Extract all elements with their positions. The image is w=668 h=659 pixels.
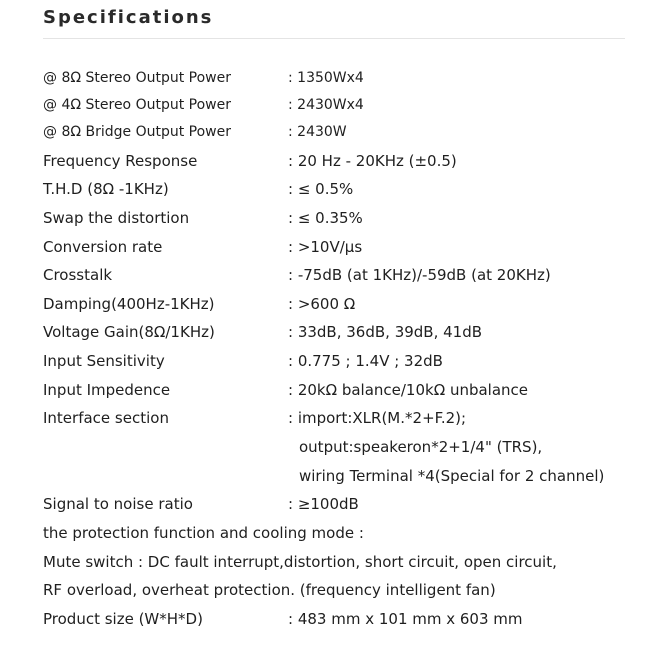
spec-value: : import:XLR(M.*2+F.2); bbox=[288, 409, 467, 427]
spec-label: Product size (W*H*D) bbox=[43, 610, 203, 628]
spec-value: : 2430Wx4 bbox=[288, 97, 364, 113]
spec-label: Input Sensitivity bbox=[43, 352, 165, 370]
spec-value: : 33dB, 36dB, 39dB, 41dB bbox=[288, 323, 483, 341]
protection-line: Mute switch : DC fault interrupt,distortion, short circuit, open circuit, bbox=[43, 553, 557, 571]
title-divider bbox=[43, 38, 625, 39]
section-title: Specifications bbox=[43, 7, 214, 28]
spec-label: @ 8Ω Bridge Output Power bbox=[43, 124, 232, 140]
spec-label: Interface section bbox=[43, 409, 169, 427]
protection-line: RF overload, overheat protection. (frequency intelligent fan) bbox=[43, 581, 496, 599]
spec-value: : 2430W bbox=[288, 124, 347, 140]
protection-heading: the protection function and cooling mode : bbox=[43, 524, 364, 542]
spec-value: : ≥100dB bbox=[288, 495, 359, 513]
spec-label: @ 8Ω Stereo Output Power bbox=[43, 70, 231, 86]
spec-label: Signal to noise ratio bbox=[43, 495, 193, 513]
spec-value: : >10V/μs bbox=[288, 238, 363, 256]
spec-value: : 20kΩ balance/10kΩ unbalance bbox=[288, 381, 529, 399]
spec-label: T.H.D (8Ω -1KHz) bbox=[43, 180, 169, 198]
interface-continuation-line: output:speakeron*2+1/4" (TRS), bbox=[299, 438, 543, 456]
spec-label: Voltage Gain(8Ω/1KHz) bbox=[43, 323, 215, 341]
spec-value: : 0.775 ; 1.4V ; 32dB bbox=[288, 352, 443, 370]
spec-label: @ 4Ω Stereo Output Power bbox=[43, 97, 231, 113]
spec-label: Damping(400Hz-1KHz) bbox=[43, 295, 215, 313]
spec-label: Input Impedence bbox=[43, 381, 171, 399]
spec-label: Crosstalk bbox=[43, 266, 113, 284]
interface-continuation-line: wiring Terminal *4(Special for 2 channel) bbox=[299, 467, 605, 485]
spec-value: : 483 mm x 101 mm x 603 mm bbox=[288, 610, 523, 628]
spec-label: Frequency Response bbox=[43, 152, 198, 170]
spec-value: : ≤ 0.35% bbox=[288, 209, 363, 227]
spec-value: : >600 Ω bbox=[288, 295, 356, 313]
spec-value: : ≤ 0.5% bbox=[288, 180, 354, 198]
spec-value: : 1350Wx4 bbox=[288, 70, 364, 86]
spec-label: Conversion rate bbox=[43, 238, 163, 256]
spec-value: : 20 Hz - 20KHz (±0.5) bbox=[288, 152, 457, 170]
spec-value: : -75dB (at 1KHz)/-59dB (at 20KHz) bbox=[288, 266, 551, 284]
spec-label: Swap the distortion bbox=[43, 209, 190, 227]
